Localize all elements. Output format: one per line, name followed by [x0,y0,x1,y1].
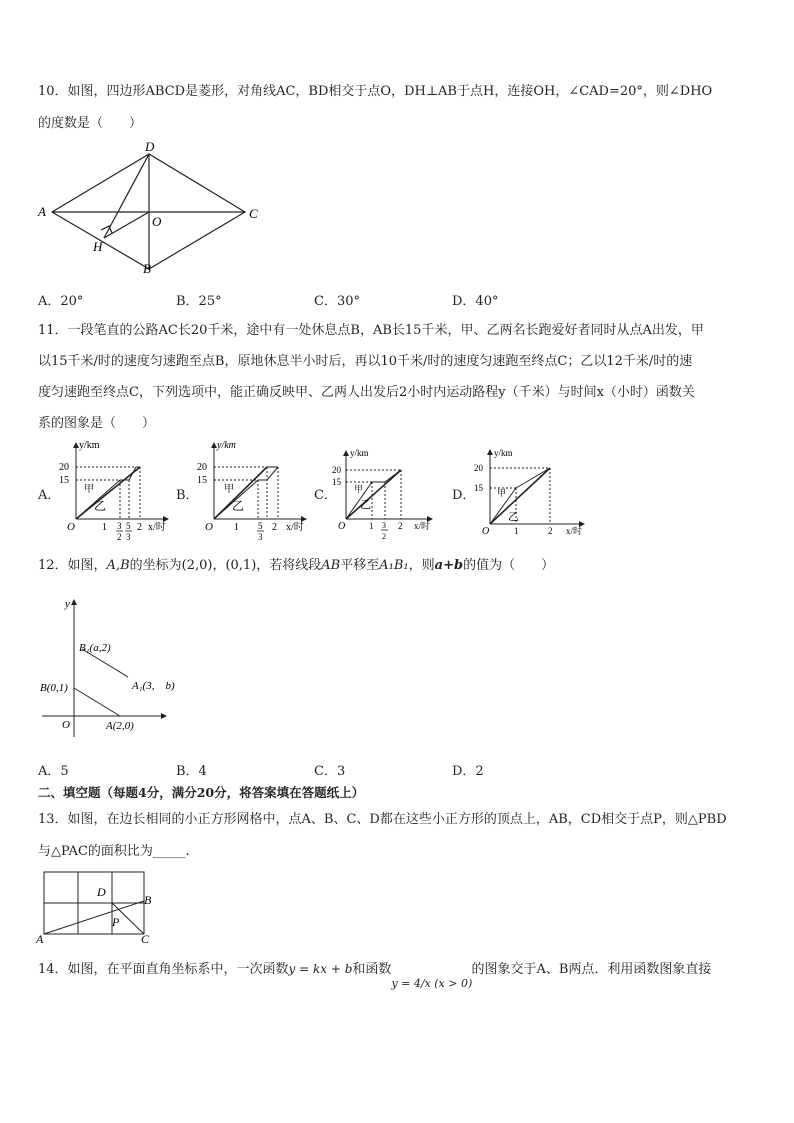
graph-b-jia: 甲 [224,484,234,495]
q12-mid3: 平移至 [340,558,380,573]
q11-line3: 度匀速跑至终点C，下列选项中，能正确反映甲、乙两人出发后2小时内运动路程y（千米）与时间x（小时）函数关 [38,385,695,400]
q13-label-A: A [36,932,44,946]
graph-a-frac2-num: 5 [126,521,131,531]
graph-c-xlabel: x/时 [414,521,431,531]
graph-d-tick1: 1 [514,526,519,536]
graph-c-frac-num: 3 [382,521,386,530]
graph-a [56,437,176,547]
q13-label-C: C [141,932,150,946]
label-D: D [145,140,155,154]
q12-option-b[interactable]: B．4 [176,764,207,779]
graph-d-jia: 甲 [497,488,507,498]
q14-stem [38,960,712,990]
q13-label-P: P [112,915,120,929]
graph-a-ylabel: y/km [79,440,100,451]
graph-d-tick2: 2 [548,526,553,536]
q13-line2: 与△PAC的面积比为_____. [38,844,190,859]
q14-text1: 14．如图，在平面直角坐标系中，一次函数 [38,962,289,977]
q12-label-A: A(2,0) [106,720,134,732]
graph-b-y15: 15 [197,475,207,486]
graph-a-tick1: 1 [102,522,107,533]
graph-c-jia: 甲 [354,484,364,494]
graph-a-y20: 20 [59,462,69,473]
graph-a-jia: 甲 [84,484,94,495]
graph-a-origin: O [67,521,75,533]
q10-option-d[interactable]: D．40° [452,294,499,309]
graph-b [194,437,314,547]
label-C: C [249,206,258,221]
graph-c-ylabel: y/km [350,448,369,458]
q12-expr: a+b [434,558,464,573]
graph-a-y15: 15 [59,475,69,486]
q13-line1: 13．如图，在边长相同的小正方形网格中，点A、B、C、D都在这些小正方形的顶点上，AB，CD相交于点P，则△PBD [38,812,727,827]
q13-label-D: D [97,885,106,899]
graph-b-frac-num: 5 [258,521,263,531]
graph-d-y15: 15 [474,483,483,493]
q11-option-a[interactable]: A． [38,488,61,503]
graph-a-tick2: 2 [137,522,142,533]
q12-coords: (2,0)，(0,1) [181,558,257,573]
q13-label-B: B [144,893,152,907]
graph-d-y20: 20 [474,463,483,473]
q11-line1: 11．一段笔直的公路AC长20千米，途中有一处休息点B，AB长15千米，甲、乙两名长跑爱好者同时从点A出发，甲 [38,323,704,338]
section-fill-in-heading: 二、填空题（每题4分，满分20分，将答案填在答题纸上） [38,785,365,800]
graph-c-y20: 20 [332,465,341,475]
graph-b-yi: 乙 [232,499,245,513]
graph-d [470,444,590,544]
q11-line2: 以15千米/时的速度匀速跑至点B，原地休息半小时后，再以10千米/时的速度匀速跑至终点C；乙以12千米/时的速 [38,354,693,369]
graph-c-tick2: 2 [398,521,403,531]
graph-b-frac-den: 3 [258,532,263,542]
label-B: B [143,261,151,276]
graph-c-yi: 乙 [360,499,371,511]
q14-formula2: y = 4/x (x > 0) [391,977,473,990]
q12-option-d[interactable]: D．2 [452,764,484,779]
graph-d-origin: O [482,526,490,537]
q12-option-a[interactable]: A．5 [38,764,69,779]
q13-grid-figure [34,866,164,946]
q14-formula1: y = kx + b [288,962,353,976]
graph-d-ylabel: y/km [494,448,513,458]
graph-b-origin: O [205,521,213,533]
q12-label-A1: A₁(3, b) [132,680,175,692]
q12-ab: A,B [106,558,130,573]
q12-label-B: B(0,1) [40,682,68,694]
q12-seg: AB [321,558,341,573]
q14-text2: 和函数 [352,962,392,977]
q12-stem [38,557,554,575]
q12-mid1: 的坐标为 [129,558,182,573]
graph-b-tick1: 1 [234,522,239,533]
graph-a-xlabel: x/时 [148,522,166,533]
graph-b-tick2: 2 [272,522,277,533]
graph-a-frac-den: 2 [117,532,122,542]
q10-line1: 10．如图，四边形ABCD是菱形，对角线AC，BD相交于点O，DH⊥AB于点H，连接OH，∠CAD=20°，则∠DHO [38,84,713,99]
graph-d-yi: 乙 [508,511,519,523]
graph-b-ylabel: y/km [217,440,236,451]
q12-label-B1: B₁(a,2) [79,642,111,654]
graph-a-yi: 乙 [94,499,107,513]
q10-option-b[interactable]: B．25° [176,294,222,309]
graph-c [332,445,442,545]
q10-line2: 的度数是（ ） [38,116,143,131]
graph-c-origin: O [338,521,346,532]
graph-a-frac2-den: 3 [126,532,131,542]
label-A: A [38,204,46,219]
q10-option-a[interactable]: A．20° [38,294,84,309]
q12-prefix: 12．如图， [38,558,107,573]
q12-ylabel: y [65,598,70,610]
q12-option-c[interactable]: C．3 [314,764,346,779]
graph-a-frac-num: 3 [117,521,122,531]
q12-suffix: 的值为（ ） [463,558,555,573]
label-H: H [93,239,103,254]
q11-line4: 系的图象是（ ） [38,416,156,431]
graph-b-y20: 20 [197,462,207,473]
q12-mid2: ，若将线段 [256,558,322,573]
graph-c-y15: 15 [332,477,341,487]
q11-option-c[interactable]: C． [314,488,337,503]
q12-origin: O [62,719,70,731]
q12-seg2: A₁B₁ [379,558,409,573]
graph-b-xlabel: x/时 [286,522,304,533]
q11-option-d[interactable]: D． [452,488,476,503]
graph-c-frac-den: 2 [382,532,386,541]
q12-figure [36,592,216,742]
q12-mid4: ，则 [408,558,435,573]
graph-d-xlabel: x/时 [566,526,583,536]
graph-c-tick1: 1 [369,521,374,531]
label-O: O [152,214,162,229]
q11-option-b[interactable]: B． [176,488,199,503]
q14-text3: 的图象交于A、B两点．利用函数图象直接 [471,962,712,977]
q10-option-c[interactable]: C．30° [314,294,360,309]
rhombus-figure [30,140,270,280]
